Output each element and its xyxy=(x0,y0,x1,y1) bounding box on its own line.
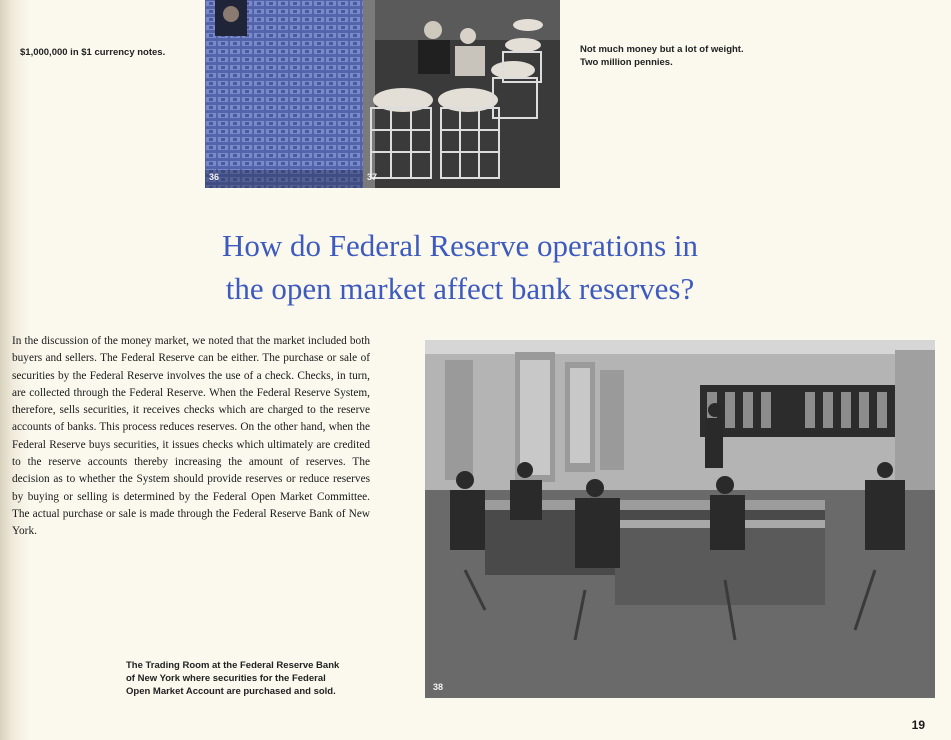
figure-38-caption-line: The Trading Room at the Federal Reserve Bank xyxy=(126,660,340,671)
figure-37-number: 37 xyxy=(367,172,378,182)
figure-36-number: 36 xyxy=(209,172,220,182)
figure-38-number: 38 xyxy=(433,682,444,692)
currency-notes-photo xyxy=(205,0,363,188)
figure-37-caption-line: Not much money but a lot of weight. xyxy=(580,44,744,55)
trading-room-photo xyxy=(425,340,935,698)
figure-37-caption xyxy=(580,43,810,69)
currency-stacks-illustration xyxy=(205,0,363,188)
page-headline xyxy=(120,224,800,310)
headline-line: the open market affect bank reserves? xyxy=(225,271,695,306)
figure-36-caption: $1,000,000 in $1 currency notes. xyxy=(20,47,166,58)
trading-room-illustration xyxy=(425,340,935,698)
body-paragraph: In the discussion of the money market, we noted that the market included both buyers and sellers. The Federal Reserve can be either. The purchase or sale of securities by the Federal Reserve involves the use of a check. Checks, in turn, are collected through the Federal Reserve. When the Federal Reserve System, therefore, sells securities, it receives checks which are charged to the reserve accounts of banks. This process reduces reserves. On the other hand, when the Federal Reserve buys securities, it issues checks which ultimately are credited to the reserve accounts thereby increasing the amount of reserves. The decision as to whether the System should provide reserves or reduce reserves by buying or selling is determined by the Federal Open Market Committee. The actual purchase or sale is made through the Federal Reserve Bank of New York. xyxy=(12,335,370,538)
page-number: 19 xyxy=(911,718,925,732)
penny-carts-illustration xyxy=(363,0,560,188)
pennies-photo xyxy=(363,0,560,188)
figure-38-caption-line: of New York where securities for the Federal xyxy=(126,673,326,684)
headline-line: How do Federal Reserve operations in xyxy=(221,228,699,263)
figure-37-caption-line: Two million pennies. xyxy=(580,57,673,68)
figure-38-caption xyxy=(126,659,370,698)
figure-38-caption-line: Open Market Account are purchased and sold. xyxy=(126,686,336,697)
